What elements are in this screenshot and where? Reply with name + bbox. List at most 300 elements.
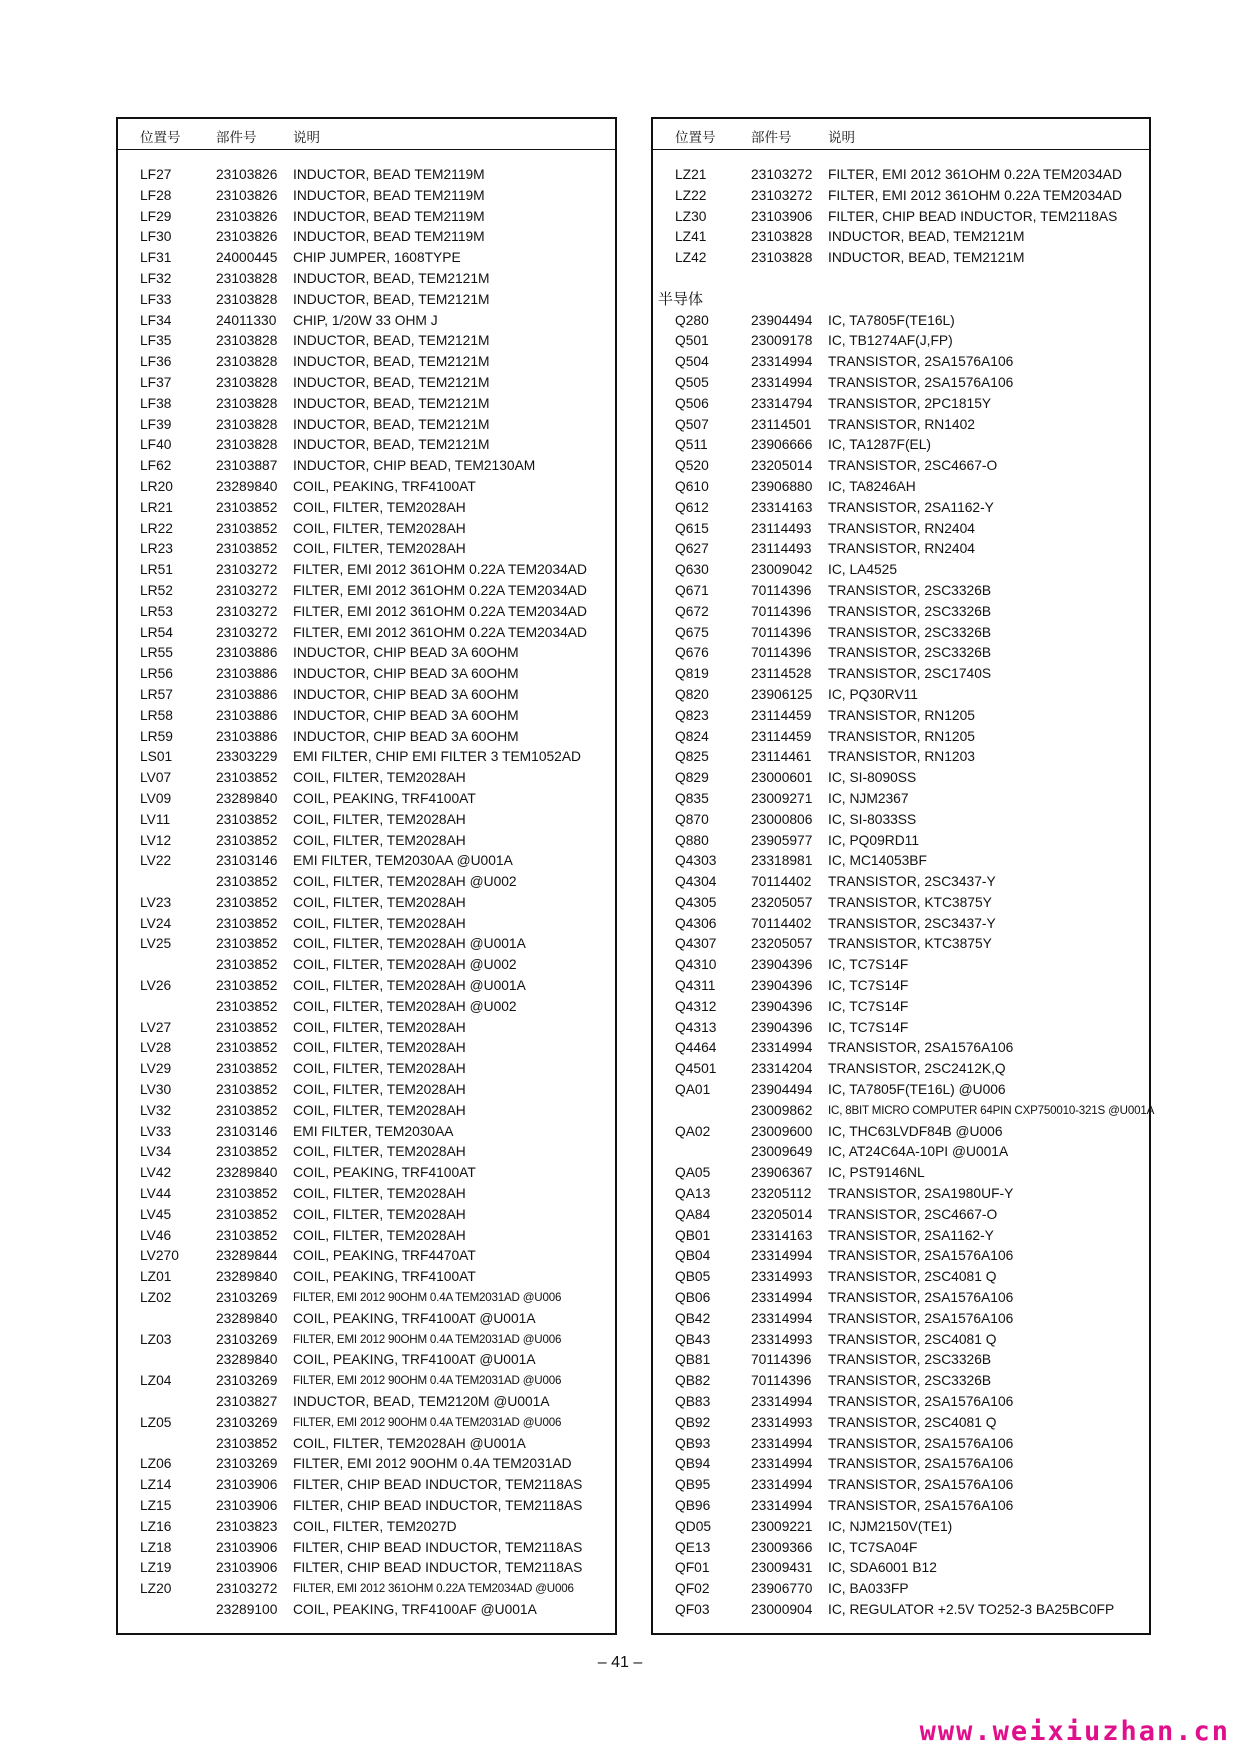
position-cell: LV27 xyxy=(140,1019,172,1035)
description-cell: IC, TC7S14F xyxy=(828,978,909,994)
table-row xyxy=(653,1226,1149,1247)
header-description: 说明 xyxy=(828,130,855,145)
part-number-cell: 24000445 xyxy=(216,250,278,266)
header-position: 位置号 xyxy=(140,130,181,145)
table-row xyxy=(653,1371,1149,1392)
part-number-cell: 23103852 xyxy=(216,957,278,973)
part-number-cell: 23314163 xyxy=(751,1227,813,1243)
position-cell: LZ20 xyxy=(140,1581,172,1597)
position-cell: LF38 xyxy=(140,395,172,411)
part-number-cell: 70114396 xyxy=(751,1373,812,1389)
part-number-cell: 23904494 xyxy=(751,312,813,328)
position-cell: Q672 xyxy=(675,603,709,619)
table-row xyxy=(653,831,1149,852)
table-row xyxy=(118,207,615,228)
position-cell: Q4501 xyxy=(675,1061,717,1077)
table-row xyxy=(118,1579,615,1600)
position-cell: QB81 xyxy=(675,1352,711,1368)
part-number-cell: 23103852 xyxy=(216,499,278,515)
table-row xyxy=(653,186,1149,207)
description-cell: COIL, FILTER, TEM2028AH xyxy=(293,1082,466,1098)
description-cell: INDUCTOR, CHIP BEAD 3A 60OHM xyxy=(293,686,519,702)
part-number-cell: 23009649 xyxy=(751,1144,813,1160)
part-number-cell: 23103828 xyxy=(216,333,278,349)
position-cell: LV29 xyxy=(140,1061,172,1077)
position-cell: QB94 xyxy=(675,1456,711,1472)
description-cell: IC, SI-8090SS xyxy=(828,770,917,786)
description-cell: COIL, PEAKING, TRF4100AT xyxy=(293,478,476,494)
table-row xyxy=(653,914,1149,935)
position-cell: LF37 xyxy=(140,374,172,390)
description-cell: IC, NJM2150V(TE1) xyxy=(828,1518,953,1534)
table-row xyxy=(118,976,615,997)
part-number-cell: 23103146 xyxy=(216,853,278,869)
part-number-cell: 23103828 xyxy=(216,437,278,453)
table-row xyxy=(118,1600,615,1621)
description-cell: INDUCTOR, BEAD, TEM2121M xyxy=(293,354,490,370)
position-cell: LF30 xyxy=(140,229,172,245)
position-cell: Q835 xyxy=(675,790,709,806)
position-cell: QF02 xyxy=(675,1581,710,1597)
part-number-cell: 23103887 xyxy=(216,458,278,474)
section-title: 半导体 xyxy=(658,290,704,308)
table-row xyxy=(118,831,615,852)
part-number-cell: 23103269 xyxy=(216,1456,278,1472)
description-cell: TRANSISTOR, 2PC1815Y xyxy=(828,395,992,411)
description-cell: COIL, FILTER, TEM2028AH xyxy=(293,1061,466,1077)
description-cell: TRANSISTOR, RN1205 xyxy=(828,707,975,723)
position-cell: Q825 xyxy=(675,749,709,765)
position-cell: QE13 xyxy=(675,1539,711,1555)
table-row xyxy=(118,227,615,248)
part-number-cell: 23314994 xyxy=(751,1290,813,1306)
position-cell: LZ30 xyxy=(675,208,707,224)
description-cell: INDUCTOR, CHIP BEAD 3A 60OHM xyxy=(293,728,519,744)
description-cell: TRANSISTOR, RN1402 xyxy=(828,416,975,432)
table-row xyxy=(653,539,1149,560)
header-part-number: 部件号 xyxy=(751,130,792,145)
position-cell: Q823 xyxy=(675,707,709,723)
position-cell: QF03 xyxy=(675,1601,710,1617)
position-cell: Q675 xyxy=(675,624,709,640)
position-cell: LZ15 xyxy=(140,1498,172,1513)
part-number-cell: 23103269 xyxy=(216,1290,278,1306)
table-row xyxy=(653,1038,1149,1059)
position-cell: LV270 xyxy=(140,1248,179,1264)
position-cell: LZ04 xyxy=(140,1373,172,1389)
part-number-cell: 70114396 xyxy=(751,645,812,661)
description-cell: IC, PQ09RD11 xyxy=(828,832,919,848)
description-cell: EMI FILTER, TEM2030AA @U001A xyxy=(293,853,513,869)
table-row xyxy=(118,186,615,207)
table-row xyxy=(118,1496,615,1517)
position-cell: LZ02 xyxy=(140,1290,172,1306)
description-cell: TRANSISTOR, RN1205 xyxy=(828,728,975,744)
description-cell: TRANSISTOR, 2SC3437-Y xyxy=(828,874,996,890)
table-row xyxy=(653,1454,1149,1475)
position-cell: Q829 xyxy=(675,770,709,786)
position-cell: Q505 xyxy=(675,374,709,390)
part-number-cell: 23103906 xyxy=(216,1498,278,1513)
position-cell: QA02 xyxy=(675,1123,711,1139)
position-cell: Q511 xyxy=(675,437,708,453)
description-cell: IC, PST9146NL xyxy=(828,1165,925,1181)
table-row xyxy=(118,311,615,332)
table-row xyxy=(653,1101,1155,1122)
position-cell: LV09 xyxy=(140,790,172,806)
page-number: – 41 – xyxy=(597,1654,643,1671)
description-cell: FILTER, CHIP BEAD INDUCTOR, TEM2118AS xyxy=(293,1539,583,1555)
description-cell: COIL, FILTER, TEM2028AH xyxy=(293,770,466,786)
part-number-cell: 23904494 xyxy=(751,1082,813,1098)
part-number-cell: 23009366 xyxy=(751,1539,813,1555)
description-cell: IC, MC14053BF xyxy=(828,853,927,869)
part-number-cell: 23103269 xyxy=(216,1373,278,1389)
part-number-cell: 23314994 xyxy=(751,1248,813,1264)
part-number-cell: 23103272 xyxy=(216,582,278,598)
table-body-right xyxy=(653,165,1155,1621)
description-cell: FILTER, CHIP BEAD INDUCTOR, TEM2118AS xyxy=(828,208,1118,224)
description-cell: COIL, FILTER, TEM2028AH @U002 xyxy=(293,957,517,973)
position-cell: LV12 xyxy=(140,832,172,848)
description-cell: FILTER, EMI 2012 90OHM 0.4A TEM2031AD xyxy=(293,1456,572,1472)
part-number-cell: 23103272 xyxy=(751,167,813,182)
part-number-cell: 23904396 xyxy=(751,978,813,994)
part-number-cell: 23114493 xyxy=(751,520,812,536)
description-cell: TRANSISTOR, 2SA1576A106 xyxy=(828,1477,1014,1493)
table-row xyxy=(118,997,615,1018)
part-number-cell: 23103826 xyxy=(216,229,278,245)
position-cell: LF36 xyxy=(140,354,172,370)
description-cell: IC, TA1287F(EL) xyxy=(828,437,932,453)
position-cell: Q4313 xyxy=(675,1019,717,1035)
position-cell: LV44 xyxy=(140,1186,172,1202)
table-row xyxy=(653,976,1149,997)
description-cell: FILTER, EMI 2012 361OHM 0.22A TEM2034AD xyxy=(293,624,587,640)
position-cell: LZ14 xyxy=(140,1477,172,1493)
part-number-cell: 23103852 xyxy=(216,1019,278,1035)
part-number-cell: 23906770 xyxy=(751,1581,813,1597)
position-cell: Q819 xyxy=(675,666,709,682)
table-row xyxy=(118,1267,615,1288)
part-number-cell: 23314994 xyxy=(751,354,813,370)
part-number-cell: 23114501 xyxy=(751,416,812,432)
description-cell: IC, TA8246AH xyxy=(828,478,916,494)
description-cell: TRANSISTOR, 2SA1576A106 xyxy=(828,1456,1014,1472)
table-row xyxy=(653,1434,1149,1455)
position-cell: LR51 xyxy=(140,562,173,578)
part-number-cell: 23103826 xyxy=(216,208,278,224)
table-row xyxy=(653,269,1149,290)
part-number-cell: 23103852 xyxy=(216,1061,278,1077)
part-number-cell: 23314994 xyxy=(751,1394,813,1410)
part-number-cell: 70114396 xyxy=(751,1352,812,1368)
description-cell: EMI FILTER, TEM2030AA xyxy=(293,1123,454,1139)
table-row xyxy=(653,1350,1149,1371)
position-cell: Q501 xyxy=(675,333,709,349)
part-number-cell: 23009431 xyxy=(751,1560,813,1576)
part-number-cell: 23103852 xyxy=(216,811,278,827)
description-cell: FILTER, EMI 2012 361OHM 0.22A TEM2034AD xyxy=(828,187,1122,203)
part-number-cell: 23103852 xyxy=(216,874,278,890)
description-cell: INDUCTOR, BEAD, TEM2121M xyxy=(293,333,490,349)
table-row xyxy=(118,914,615,935)
table-row xyxy=(118,955,615,976)
part-number-cell: 23103827 xyxy=(216,1394,278,1410)
description-cell: FILTER, CHIP BEAD INDUCTOR, TEM2118AS xyxy=(293,1477,583,1493)
description-cell: TRANSISTOR, KTC3875Y xyxy=(828,894,992,910)
description-cell: TRANSISTOR, 2SC3326B xyxy=(828,582,992,598)
table-row xyxy=(118,1101,615,1122)
description-cell: COIL, FILTER, TEM2028AH xyxy=(293,499,466,515)
position-cell: Q671 xyxy=(675,582,709,598)
part-number-cell: 23114459 xyxy=(751,707,812,723)
table-row xyxy=(653,768,1149,789)
description-cell: FILTER, EMI 2012 361OHM 0.22A TEM2034AD xyxy=(293,603,587,619)
position-cell: Q612 xyxy=(675,499,709,515)
description-cell: INDUCTOR, BEAD, TEM2121M xyxy=(293,416,490,432)
part-number-cell: 23314993 xyxy=(751,1414,813,1430)
description-cell: COIL, PEAKING, TRF4100AT xyxy=(293,1165,476,1181)
part-number-cell: 23103852 xyxy=(216,998,278,1014)
position-cell: Q506 xyxy=(675,395,709,411)
table-row xyxy=(118,1309,615,1330)
table-row xyxy=(653,1413,1149,1434)
part-number-cell: 23289840 xyxy=(216,1352,278,1368)
part-number-cell: 23103906 xyxy=(216,1539,278,1555)
table-row xyxy=(653,394,1149,415)
table-row xyxy=(653,1392,1149,1413)
position-cell: LR22 xyxy=(140,520,173,536)
part-number-cell: 23103886 xyxy=(216,728,278,744)
table-row xyxy=(653,207,1149,228)
position-cell: Q610 xyxy=(675,478,709,494)
position-cell: LV22 xyxy=(140,853,172,869)
part-number-cell: 23289840 xyxy=(216,1269,278,1285)
description-cell: IC, THC63LVDF84B @U006 xyxy=(828,1123,1003,1139)
position-cell: LF35 xyxy=(140,333,172,349)
table-row xyxy=(653,623,1149,644)
description-cell: COIL, FILTER, TEM2028AH @U001A xyxy=(293,978,526,994)
table-row xyxy=(653,664,1149,685)
table-row xyxy=(653,789,1149,810)
part-number-cell: 23103828 xyxy=(216,416,278,432)
position-cell: Q4464 xyxy=(675,1040,717,1056)
part-number-cell: 23314994 xyxy=(751,1040,813,1056)
description-cell: TRANSISTOR, RN2404 xyxy=(828,520,975,536)
part-number-cell: 23000601 xyxy=(751,770,813,786)
position-cell: LV11 xyxy=(140,811,171,827)
position-cell: LR52 xyxy=(140,582,173,598)
part-number-cell: 23103886 xyxy=(216,666,278,682)
table-row xyxy=(653,352,1149,373)
table-row xyxy=(653,706,1149,727)
table-row xyxy=(653,1246,1149,1267)
description-cell: INDUCTOR, BEAD TEM2119M xyxy=(293,187,485,203)
part-number-cell: 23905977 xyxy=(751,832,813,848)
part-number-cell: 23103886 xyxy=(216,686,278,702)
part-number-cell: 70114396 xyxy=(751,624,812,640)
position-cell: LZ03 xyxy=(140,1331,172,1347)
description-cell: INDUCTOR, BEAD, TEM2121M xyxy=(293,437,490,453)
description-cell: TRANSISTOR, 2SA1576A106 xyxy=(828,1435,1014,1451)
table-row xyxy=(653,851,1149,872)
description-cell: TRANSISTOR, 2SA1576A106 xyxy=(828,1394,1014,1410)
part-number-cell: 23103852 xyxy=(216,832,278,848)
position-cell: LR57 xyxy=(140,686,173,702)
table-row xyxy=(653,872,1149,893)
part-number-cell: 23103852 xyxy=(216,1227,278,1243)
watermark: www.weixiuzhan.cn xyxy=(919,1716,1230,1747)
part-number-cell: 23314993 xyxy=(751,1269,813,1285)
description-cell: IC, TA7805F(TE16L) @U006 xyxy=(828,1082,1006,1098)
description-cell: COIL, FILTER, TEM2028AH @U002 xyxy=(293,874,517,890)
table-body-left xyxy=(118,165,615,1621)
table-row xyxy=(118,1059,615,1080)
part-number-cell: 23314994 xyxy=(751,1310,813,1326)
table-row xyxy=(653,373,1149,394)
table-row xyxy=(118,1558,615,1579)
position-cell: QD05 xyxy=(675,1518,712,1534)
position-cell: Q630 xyxy=(675,562,709,578)
description-cell: COIL, FILTER, TEM2028AH xyxy=(293,894,466,910)
description-cell: TRANSISTOR, 2SC1740S xyxy=(828,666,992,682)
table-row xyxy=(653,1288,1149,1309)
table-row xyxy=(118,539,615,560)
part-number-cell: 23114459 xyxy=(751,728,812,744)
position-cell: Q4311 xyxy=(675,978,716,994)
part-number-cell: 23103823 xyxy=(216,1518,278,1534)
table-row xyxy=(653,1538,1149,1559)
part-number-cell: 23904396 xyxy=(751,998,813,1014)
description-cell: TRANSISTOR, 2SC2412K,Q xyxy=(828,1061,1006,1077)
part-number-cell: 23103852 xyxy=(216,520,278,536)
part-number-cell: 23314994 xyxy=(751,1435,813,1451)
part-number-cell: 70114402 xyxy=(751,874,812,890)
table-row xyxy=(653,311,1149,332)
part-number-cell: 23103852 xyxy=(216,1435,278,1451)
position-cell: Q520 xyxy=(675,458,709,474)
part-number-cell: 23103886 xyxy=(216,645,278,661)
table-row xyxy=(653,1205,1149,1226)
part-number-cell: 23314994 xyxy=(751,1477,813,1493)
table-row xyxy=(653,1517,1149,1538)
position-cell: LF27 xyxy=(140,167,172,182)
description-cell: TRANSISTOR, 2SC3326B xyxy=(828,645,992,661)
table-row xyxy=(118,893,615,914)
part-number-cell: 23103269 xyxy=(216,1331,278,1347)
description-cell: INDUCTOR, BEAD, TEM2121M xyxy=(293,395,490,411)
description-cell: INDUCTOR, BEAD TEM2119M xyxy=(293,229,485,245)
position-cell: LV32 xyxy=(140,1102,172,1118)
position-cell: LV34 xyxy=(140,1144,172,1160)
description-cell: INDUCTOR, BEAD, TEM2121M xyxy=(293,291,490,307)
position-cell: QB95 xyxy=(675,1477,711,1493)
table-row xyxy=(653,1600,1149,1621)
table-row xyxy=(653,1579,1149,1600)
position-cell: LS01 xyxy=(140,749,173,765)
description-cell: COIL, FILTER, TEM2028AH @U001A xyxy=(293,936,526,952)
description-cell: TRANSISTOR, 2SC4667-O xyxy=(828,1206,998,1222)
part-number-cell: 23103852 xyxy=(216,936,278,952)
part-number-cell: 23009271 xyxy=(751,790,813,806)
table-row xyxy=(118,1246,615,1267)
description-cell: COIL, PEAKING, TRF4100AT @U001A xyxy=(293,1352,536,1368)
position-cell: Q820 xyxy=(675,686,709,702)
position-cell: Q4305 xyxy=(675,894,717,910)
section-heading xyxy=(653,290,1149,311)
position-cell: LF40 xyxy=(140,437,172,453)
part-number-cell: 23314163 xyxy=(751,499,813,515)
description-cell: TRANSISTOR, 2SA1576A106 xyxy=(828,354,1014,370)
part-number-cell: 23103852 xyxy=(216,1206,278,1222)
table-row xyxy=(653,1122,1149,1143)
table-row xyxy=(118,1454,615,1475)
table-row xyxy=(118,810,615,831)
position-cell: LV45 xyxy=(140,1206,172,1222)
description-cell: COIL, FILTER, TEM2028AH xyxy=(293,520,466,536)
position-cell: LV07 xyxy=(140,770,172,786)
position-cell: QF01 xyxy=(675,1560,710,1576)
table-row xyxy=(118,435,615,456)
table-row xyxy=(118,706,615,727)
description-cell: COIL, FILTER, TEM2028AH xyxy=(293,1040,466,1056)
table-row xyxy=(653,415,1149,436)
table-row xyxy=(653,602,1149,623)
description-cell: COIL, FILTER, TEM2028AH xyxy=(293,832,466,848)
part-number-cell: 23103828 xyxy=(216,270,278,286)
part-number-cell: 70114396 xyxy=(751,582,812,598)
position-cell: LF29 xyxy=(140,208,172,224)
part-number-cell: 70114396 xyxy=(751,603,812,619)
table-row xyxy=(653,934,1149,955)
table-row xyxy=(118,727,615,748)
description-cell: FILTER, EMI 2012 90OHM 0.4A TEM2031AD @U006 xyxy=(293,1291,562,1305)
table-row xyxy=(653,227,1149,248)
description-cell: IC, TC7S14F xyxy=(828,957,909,973)
part-number-cell: 23205057 xyxy=(751,936,813,952)
position-cell: LV28 xyxy=(140,1040,172,1056)
position-cell: LZ01 xyxy=(140,1269,172,1285)
position-cell: Q615 xyxy=(675,520,709,536)
position-cell: LR55 xyxy=(140,645,173,661)
description-cell: INDUCTOR, BEAD TEM2119M xyxy=(293,208,485,224)
part-number-cell: 24011330 xyxy=(216,312,277,328)
table-header xyxy=(118,119,615,150)
position-cell: LV30 xyxy=(140,1082,172,1098)
part-number-cell: 23314994 xyxy=(751,1456,813,1472)
position-cell: LR21 xyxy=(140,499,173,515)
position-cell: QB01 xyxy=(675,1227,711,1243)
part-number-cell: 23904396 xyxy=(751,957,813,973)
header-position: 位置号 xyxy=(675,130,716,145)
part-number-cell: 23289840 xyxy=(216,1165,278,1181)
description-cell: IC, LA4525 xyxy=(828,562,898,578)
position-cell: Q4312 xyxy=(675,998,717,1014)
position-cell: Q4310 xyxy=(675,957,717,973)
part-number-cell: 23205112 xyxy=(751,1186,812,1202)
table-row xyxy=(118,872,615,893)
table-row xyxy=(118,1184,615,1205)
position-cell: Q507 xyxy=(675,416,709,432)
description-cell: COIL, FILTER, TEM2028AH xyxy=(293,1019,466,1035)
table-row xyxy=(118,685,615,706)
table-row xyxy=(118,1330,615,1351)
part-number-cell: 23289100 xyxy=(216,1601,278,1617)
table-row xyxy=(653,1475,1149,1496)
part-number-cell: 23103828 xyxy=(216,354,278,370)
table-row xyxy=(653,1184,1149,1205)
